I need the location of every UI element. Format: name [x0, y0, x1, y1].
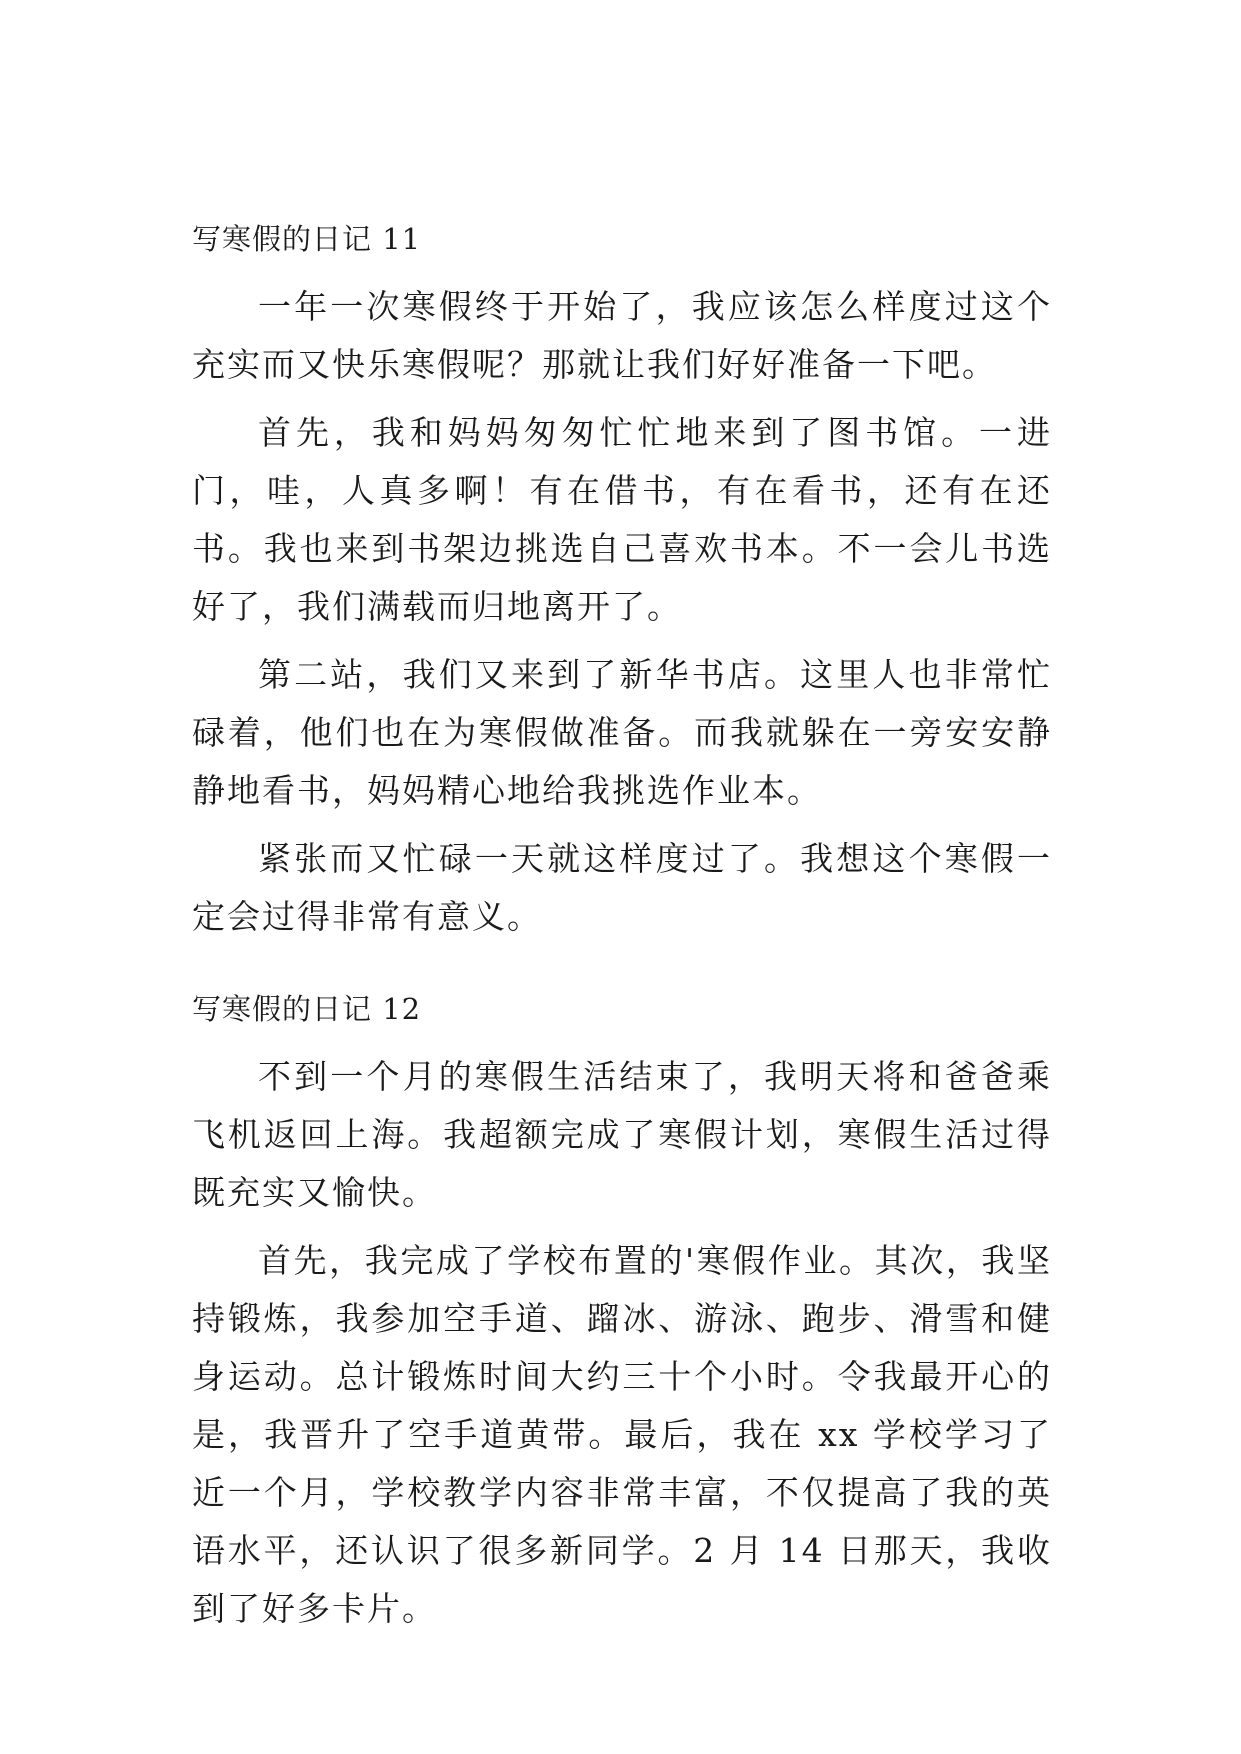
entry-title: 写寒假的日记 11 [192, 222, 422, 256]
paragraph: 不到一个月的寒假生活结束了，我明天将和爸爸乘飞机返回上海。我超额完成了寒假计划，寒假生活过得既充实又愉快。 [192, 1057, 1052, 1212]
paragraph: 首先，我完成了学校布置的'寒假作业。其次，我坚持锻炼，我参加空手道、蹓冰、游泳、跑步、滑雪和健身运动。总计锻炼时间大约三十个小时。令我最开心的是，我晋升了空手道黄带。最后，我在 xx 学校学习了近一个月，学校教学内容非常丰富，不仅提高了我的英语水平，还认识了很多新同学。2 月 14 日那天，我收到了好多卡片。 [192, 1241, 1052, 1628]
paragraph: 第二站，我们又来到了新华书店。这里人也非常忙碌着，他们也在为寒假做准备。而我就躲在一旁安安静静地看书，妈妈精心地给我挑选作业本。 [192, 655, 1052, 810]
paragraph: 紧张而又忙碌一天就这样度过了。我想这个寒假一定会过得非常有意义。 [192, 839, 1052, 936]
diary-entry-12 [192, 990, 1052, 1638]
entry-title: 写寒假的日记 12 [192, 992, 422, 1026]
document-page [192, 220, 1052, 1682]
paragraph: 首先，我和妈妈匆匆忙忙地来到了图书馆。一进门，哇，人真多啊！有在借书，有在看书，还有在还书。我也来到书架边挑选自己喜欢书本。不一会儿书选好了，我们满载而归地离开了。 [192, 413, 1052, 626]
diary-entry-11 [192, 220, 1052, 946]
paragraph: 一年一次寒假终于开始了，我应该怎么样度过这个充实而又快乐寒假呢？那就让我们好好准备一下吧。 [192, 287, 1052, 384]
